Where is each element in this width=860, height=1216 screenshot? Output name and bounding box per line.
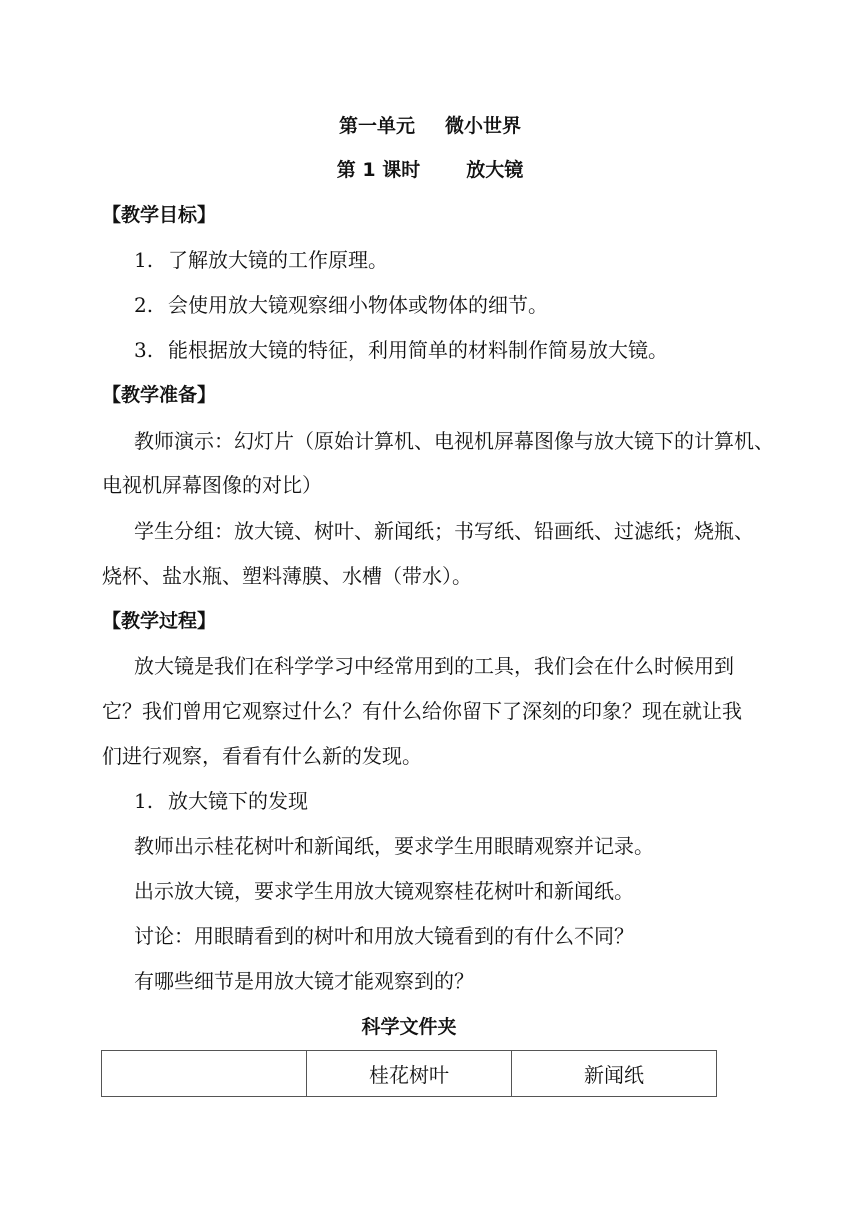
folder-title: 科学文件夹 (361, 1016, 457, 1038)
student-group-line-1: 学生分组：放大镜、树叶、新闻纸；书写纸、铅画纸、过滤纸；烧瓶、 (134, 519, 754, 543)
unit-label: 第一单元 (338, 115, 415, 137)
teacher-demo-line-2: 电视机屏幕图像的对比） (102, 473, 322, 497)
table-header-cell: 新闻纸 (512, 1051, 717, 1097)
objective-text: 能根据放大镜的特征，利用简单的材料制作简易放大镜。 (168, 338, 668, 362)
process-intro-line-3: 们进行观察，看看有什么新的发现。 (102, 744, 422, 768)
process-paragraph: 有哪些细节是用放大镜才能观察到的？ (134, 969, 474, 993)
table-row (102, 1051, 717, 1097)
table-header-cell (102, 1051, 307, 1097)
objective-number: 1. (134, 248, 154, 272)
process-intro-line-2: 它？我们曾用它观察过什么？有什么给你留下了深刻的印象？现在就让我 (102, 699, 742, 723)
section-preparation-heading: 【教学准备】 (102, 384, 217, 406)
teacher-demo-line-1: 教师演示：幻灯片（原始计算机、电视机屏幕图像与放大镜下的计算机、 (134, 429, 774, 453)
process-paragraph: 讨论：用眼睛看到的树叶和用放大镜看到的有什么不同？ (134, 924, 634, 948)
objective-number: 2. (134, 293, 154, 317)
lesson-title: 放大镜 (466, 159, 524, 181)
science-folder-table (101, 1050, 717, 1097)
step-title: 放大镜下的发现 (168, 789, 308, 813)
lesson-label: 第 1 课时 (336, 159, 421, 181)
step-number: 1. (134, 789, 154, 813)
unit-title: 微小世界 (445, 115, 522, 137)
lesson-heading (100, 156, 760, 184)
objective-text: 了解放大镜的工作原理。 (168, 248, 388, 272)
process-intro-line-1: 放大镜是我们在科学学习中经常用到的工具，我们会在什么时候用到 (134, 654, 734, 678)
student-group-line-2: 烧杯、盐水瓶、塑料薄膜、水槽（带水）。 (102, 564, 472, 588)
objective-text: 会使用放大镜观察细小物体或物体的细节。 (168, 293, 548, 317)
section-objectives-heading: 【教学目标】 (102, 204, 217, 226)
table-header-cell: 桂花树叶 (307, 1051, 512, 1097)
objective-item (134, 291, 548, 319)
step-heading (134, 787, 308, 815)
section-process-heading: 【教学过程】 (102, 610, 217, 632)
process-paragraph: 出示放大镜，要求学生用放大镜观察桂花树叶和新闻纸。 (134, 879, 634, 903)
objective-number: 3. (134, 338, 154, 362)
objective-item (134, 246, 388, 274)
unit-heading (100, 112, 760, 140)
objective-item (134, 336, 668, 364)
process-paragraph: 教师出示桂花树叶和新闻纸，要求学生用眼睛观察并记录。 (134, 834, 654, 858)
